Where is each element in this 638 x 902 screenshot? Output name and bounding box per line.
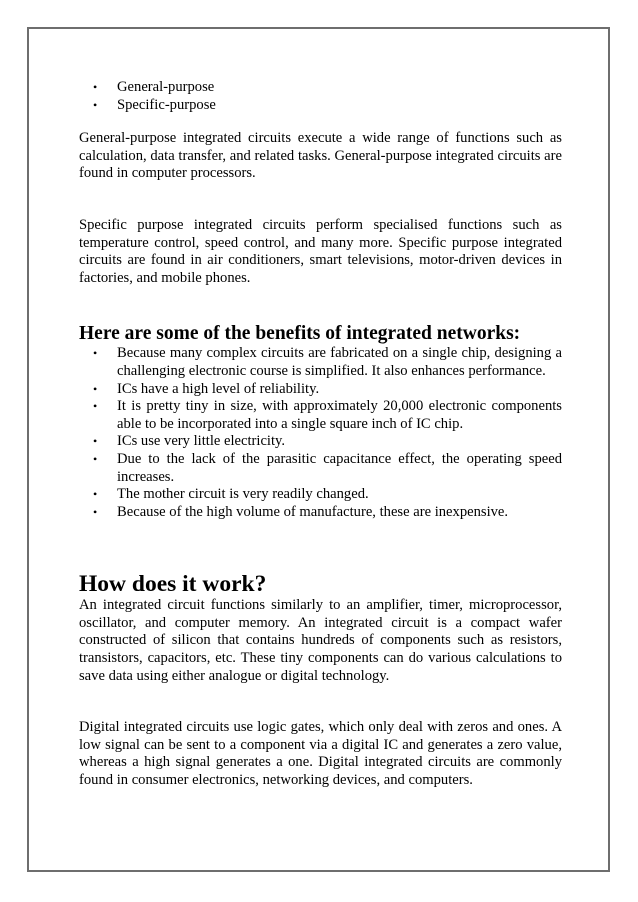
bullet-icon: •: [93, 399, 98, 414]
general-purpose-paragraph: General-purpose integrated circuits execute a wide range of functions such as calculation, data transfer, and related tasks. General-purpose integrated circuits are found in computer processors.: [79, 130, 562, 182]
bullet-icon: •: [93, 504, 98, 519]
how-it-works-paragraph-1: An integrated circuit functions similarly to an amplifier, timer, microprocessor, oscillator, and computer memory. An integrated circuit is a compact wafer constructed of silicon that contains hundreds of components such as resistors, transistors, capacitors, etc. These tiny components can do various calculations to save data using either analogue or digital technology.: [79, 597, 562, 684]
list-item: • It is pretty tiny in size, with approximately 20,000 electronic components able to be incorporated into a single square inch of IC chip.: [93, 398, 562, 432]
document-page: [27, 27, 610, 872]
list-item: • General-purpose: [93, 79, 215, 95]
bullet-icon: •: [93, 434, 98, 449]
list-item: • Due to the lack of the parasitic capacitance effect, the operating speed increases.: [93, 450, 562, 485]
bullet-icon: •: [93, 80, 98, 94]
list-item: • ICs have a high level of reliability.: [93, 380, 320, 397]
bullet-icon: •: [93, 97, 98, 112]
bullet-icon: •: [93, 381, 98, 396]
how-it-works-heading: How does it work?: [79, 571, 267, 598]
page-content: [79, 79, 562, 790]
list-item: • Specific-purpose: [93, 96, 216, 113]
specific-purpose-paragraph: Specific purpose integrated circuits perform specialised functions such as temperature control, speed control, and many more. Specific purpose integrated circuits are found in air conditioners, smart televisions, motor-driven devices in factories, and mobile phones.: [79, 216, 562, 286]
bullet-icon: •: [93, 346, 98, 361]
how-it-works-paragraph-2: Digital integrated circuits use logic gates, which only deal with zeros and ones. A low signal can be sent to a component via a digital IC and generates a zero value, whereas a high signal generates a one. Digital integrated circuits are commonly found in consumer electronics, networking devices, and computers.: [79, 719, 562, 789]
list-item: • Because many complex circuits are fabricated on a single chip, designing a challenging electronic course is simplified. It also enhances performance.: [93, 345, 562, 379]
ic-types-list: [79, 79, 562, 114]
bullet-icon: •: [93, 487, 98, 502]
bullet-icon: •: [93, 451, 98, 466]
list-item: • The mother circuit is very readily changed.: [93, 486, 369, 503]
list-item: • Because of the high volume of manufacture, these are inexpensive.: [93, 503, 509, 520]
benefits-list: [79, 345, 562, 521]
list-item: • ICs use very little electricity.: [93, 433, 286, 450]
benefits-heading: Here are some of the benefits of integrated networks:: [79, 323, 521, 345]
